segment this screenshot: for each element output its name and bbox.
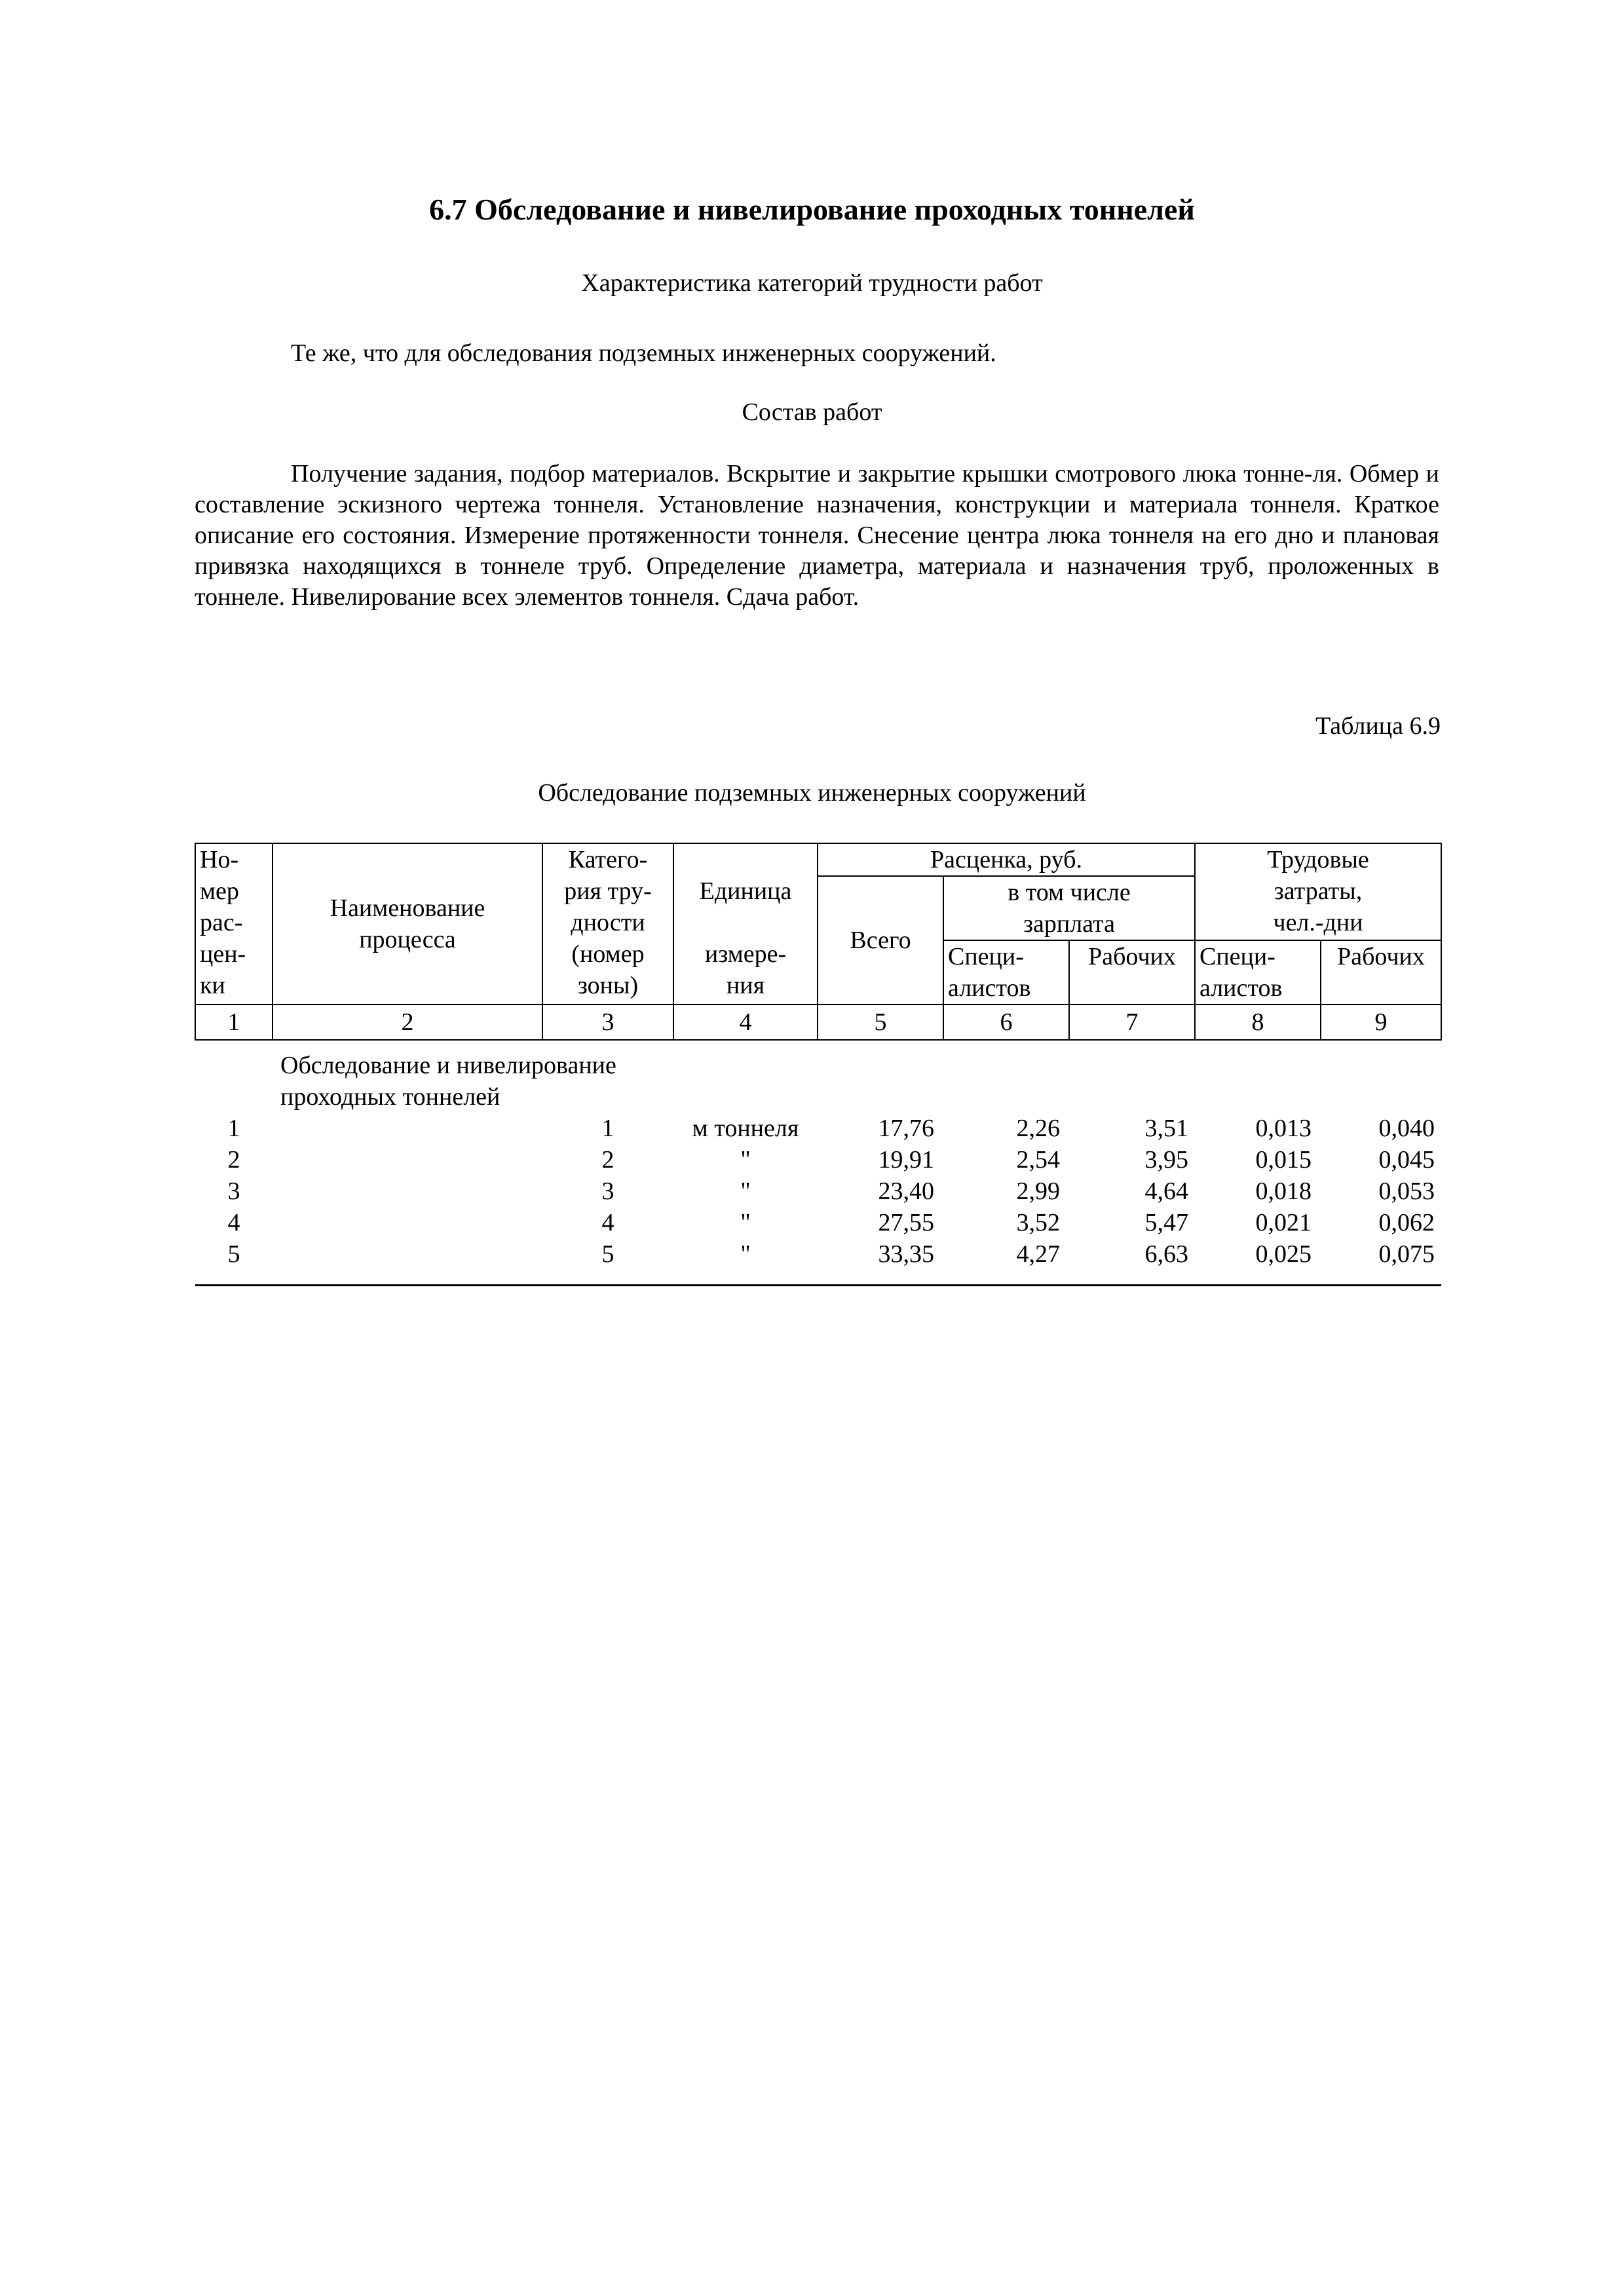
header-text: затраты,: [1274, 877, 1363, 905]
header-text: чел.-дни: [1273, 909, 1363, 936]
header-text: Специ-: [1199, 943, 1275, 970]
header-text: Специ-: [948, 943, 1024, 970]
header-price-group: Расценка, руб.: [818, 843, 1195, 876]
cell-rate-number: 5: [195, 1238, 273, 1286]
group-title-row: [195, 1040, 1441, 1113]
header-total: Всего: [818, 876, 943, 1004]
header-text: Наименование: [330, 894, 485, 922]
cell-unit: ": [740, 1146, 751, 1174]
group-title-line: Обследование и нивелирование: [280, 1052, 616, 1079]
table-title: Обследование подземных инженерных сооружений: [538, 779, 1086, 807]
column-number: 8: [1195, 1004, 1321, 1040]
header-text: рия тру-: [564, 877, 652, 905]
cell-total: 23,40: [878, 1177, 934, 1205]
cell-salary-workers: 3,51: [1144, 1115, 1188, 1142]
header-text: Катего-: [568, 846, 648, 873]
cell-labor-specialists: 0,018: [1255, 1177, 1312, 1205]
difficulty-text: Те же, что для обследования подземных инженерных сооружений.: [291, 339, 996, 367]
cell-unit: м тоннеля: [692, 1115, 799, 1142]
cell-category: 2: [601, 1146, 614, 1174]
cell-category: 1: [601, 1115, 614, 1142]
cell-category: 3: [601, 1177, 614, 1205]
cell-total: 33,35: [818, 1238, 943, 1286]
cell-salary-workers: 3,95: [1144, 1146, 1188, 1174]
header-salary-workers: Рабочих: [1069, 940, 1195, 1004]
table-row: [195, 1176, 1441, 1207]
column-number: 5: [818, 1004, 943, 1040]
cell-salary-workers: 6,63: [1069, 1238, 1195, 1286]
header-text: Единица: [699, 877, 792, 905]
cell-salary-specialists: 4,27: [943, 1238, 1069, 1286]
header-difficulty-category: [542, 843, 673, 1004]
cell-labor-workers: 0,045: [1378, 1146, 1435, 1174]
group-title-line: проходных тоннелей: [280, 1083, 500, 1111]
column-number: 4: [673, 1004, 818, 1040]
difficulty-subheading: Характеристика категорий трудности работ: [581, 269, 1043, 297]
cell-rate-number: 2: [227, 1146, 240, 1174]
cell-labor-specialists: 0,013: [1255, 1115, 1312, 1142]
section-heading: 6.7 Обследование и нивелирование проходных тоннелей: [429, 193, 1195, 226]
header-text: зарплата: [1023, 910, 1115, 938]
table-row: [195, 1207, 1441, 1238]
composition-text: Получение задания, подбор материалов. Вскрытие и закрытие крышки смотрового люка тонне-ля. Обмер и составление эскизного чертежа тоннеля. Установление назначения, конструкции и материала тоннеля. Краткое описание его состояния. Измерение протяженности тоннеля. Снесение центра люка тоннеля на его дно и плановая привязка находящихся в тоннеле труб. Определение диаметра, материала и назначения труб, проложенных в тоннеле. Нивелирование всех элементов тоннеля. Сдача работ.: [195, 460, 1439, 611]
cell-unit: ": [673, 1238, 818, 1286]
group-title: [273, 1040, 818, 1113]
cell-labor-specialists: 0,025: [1195, 1238, 1321, 1286]
cell-rate-number: 1: [227, 1115, 240, 1142]
header-text: Трудовые: [1267, 846, 1369, 873]
cell-total: 19,91: [878, 1146, 934, 1174]
column-number: 1: [195, 1004, 273, 1040]
header-unit: [673, 843, 818, 1004]
cell-salary-workers: 5,47: [1144, 1209, 1188, 1236]
cell-salary-workers: 4,64: [1144, 1177, 1188, 1205]
cell-labor-workers: 0,053: [1378, 1177, 1435, 1205]
header-text: алистов: [948, 974, 1031, 1002]
composition-subheading: Состав работ: [742, 398, 882, 426]
header-text: мер: [200, 877, 239, 905]
header-labor-group: [1195, 843, 1441, 940]
header-text: рас-: [200, 909, 243, 936]
table-row: [195, 1144, 1441, 1176]
table-header: [195, 843, 1441, 1040]
header-text: измере-: [704, 940, 787, 968]
header-including-salary: [943, 876, 1195, 940]
table-label: Таблица 6.9: [1315, 712, 1441, 740]
column-number: 7: [1069, 1004, 1195, 1040]
cell-salary-specialists: 2,26: [1016, 1115, 1060, 1142]
cell-category: 4: [601, 1209, 614, 1236]
header-text: в том числе: [1008, 879, 1131, 906]
cell-labor-workers: 0,075: [1321, 1238, 1441, 1286]
header-text: ния: [726, 972, 765, 999]
cell-unit: ": [740, 1209, 751, 1236]
header-text: ки: [200, 972, 225, 999]
header-text: Но-: [200, 846, 239, 873]
cell-total: 17,76: [878, 1115, 934, 1142]
cell-labor-workers: 0,040: [1378, 1115, 1435, 1142]
table-row: [195, 1238, 1441, 1286]
table-row: [195, 1113, 1441, 1144]
cell-labor-specialists: 0,015: [1255, 1146, 1312, 1174]
cell-salary-specialists: 2,54: [1016, 1146, 1060, 1174]
cell-salary-specialists: 3,52: [1016, 1209, 1060, 1236]
header-text: зоны): [577, 972, 639, 999]
cell-salary-specialists: 2,99: [1016, 1177, 1060, 1205]
header-text: (номер: [571, 940, 645, 968]
header-salary-specialists: [943, 940, 1069, 1004]
column-number-row: [195, 1004, 1441, 1040]
cell-labor-specialists: 0,021: [1255, 1209, 1312, 1236]
cell-rate-number: 3: [227, 1177, 240, 1205]
header-text: дности: [571, 909, 645, 936]
cell-total: 27,55: [878, 1209, 934, 1236]
column-number: 9: [1321, 1004, 1441, 1040]
header-text: цен-: [200, 940, 246, 968]
column-number: 2: [273, 1004, 542, 1040]
cell-unit: ": [740, 1177, 751, 1205]
header-text: алистов: [1199, 974, 1283, 1002]
header-labor-workers: Рабочих: [1321, 940, 1441, 1004]
column-number: 6: [943, 1004, 1069, 1040]
header-labor-specialists: [1195, 940, 1321, 1004]
cell-rate-number: 4: [227, 1209, 240, 1236]
cell-category: 5: [542, 1238, 673, 1286]
header-rate-number: [195, 843, 273, 1004]
rates-table: [195, 843, 1442, 1286]
cell-labor-workers: 0,062: [1378, 1209, 1435, 1236]
table-body: [195, 1040, 1441, 1286]
header-process-name: [273, 843, 542, 1004]
header-text: процесса: [359, 926, 456, 953]
column-number: 3: [542, 1004, 673, 1040]
